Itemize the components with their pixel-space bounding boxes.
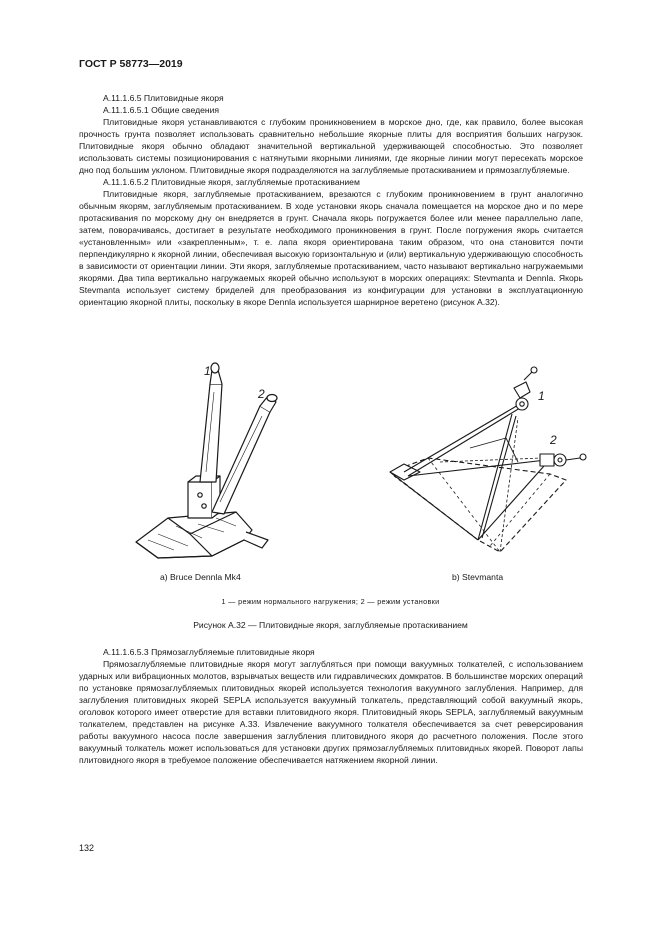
figure-title: Рисунок А.32 — Плитовидные якоря, заглубляемые протаскиванием [193, 620, 468, 630]
stevmanta-mark-1: 1 [538, 389, 545, 403]
paragraph-general: Плитовидные якоря устанавливаются с глубоким проникновением в морское дно, где, как правило, более высокая прочность грунта позволяет использовать сравнительно небольшие якорные плиты для восприятия больших нагрузок. Плитовидные якоря обычно обладают значительной вертикальной удерживающей способностью. Это позволяет использовать системы позиционирования с натянутыми якорными линиями, где якорные линии могут пересекать морское дно под большим уклоном. Плитовидные якоря подразделяются на заглубляемые протаскиванием и прямозаглубляемые. [79, 117, 583, 175]
figure-stevmanta-drawing [380, 362, 590, 567]
page-number: 132 [79, 843, 95, 853]
figure-dennla-drawing [128, 362, 288, 567]
document-header: ГОСТ Р 58773—2019 [79, 58, 183, 70]
caption-stevmanta: b) Stevmanta [452, 572, 504, 582]
caption-dennla: а) Bruce Dennla Mk4 [160, 572, 241, 582]
paragraph-drag-embedded: Плитовидные якоря, заглубляемые протаскиванием, врезаются с глубоким проникновением в грунт аналогично обычным якорям, заглубляемым протаскиванием. В ходе установки якорь сначала помещается на морское дно и по мере протаскивания по морскому дну он внедряется в грунт. Сначала якорь погружается более или менее параллельно лапе, затем, поворачиваясь, достигает в результате необходимого проникновения в грунт. После погружения якорь считается «установленным» или «закрепленным», т. е. лапа якоря ориентирована таким образом, что она становится почти перпендикулярно к якорной линии, обеспечивая высокую горизонтальную и (или) вертикальную удерживающую способность в зависимости от ориентации линии. Эти якоря, заглубляемые протаскиванием, часто называют вертикально нагружаемыми якорями. Два типа вертикально нагружаемых якорей обычно используют в морских операциях: Stevmanta и Dennla. Якорь Stevmanta использует систему бриделей для преобразования из конфигурации для установки в эксплуатационную ориентацию якорной плиты, поскольку в якоре Dennla используется шарнирное веретено (рисунок А.32). [79, 189, 583, 307]
heading-direct-embedded: А.11.1.6.5.3 Прямозаглубляемые плитовидные якоря [103, 647, 315, 657]
stevmanta-bridle-front [404, 404, 520, 472]
stevmanta-mark-2: 2 [550, 433, 557, 447]
dennla-shank-normal [200, 384, 222, 482]
section-direct-embedded [79, 646, 583, 766]
heading-general-info: А.11.1.6.5.1 Общие сведения [103, 105, 220, 115]
dennla-mark-2: 2 [258, 387, 265, 401]
section-general [79, 92, 583, 308]
dennla-fluke-plate [136, 512, 252, 558]
heading-plate-anchors: А.11.1.6.5 Плитовидные якоря [103, 93, 224, 103]
figure-legend: 1 — режим нормального нагружения; 2 — режим установки [221, 597, 440, 606]
dennla-mark-1: 1 [204, 364, 211, 378]
dennla-hinge-block [188, 482, 212, 518]
paragraph-direct-embedded: Прямозаглубляемые плитовидные якоря могут заглубляться при помощи вакуумных толкателей, с использованием ударных или вибрационных молотов, взрывчатых веществ или гидравлических домкратов. В большинстве морских операций по установке прямозаглубляемых плитовидных якорей используется технология вакуумного заглубления. Например, для заглубления плитовидных якорей SEPLA используется вакуумный толкатель, представляющий собой вакуумный якорь, оголовок которого имеет отверстие для вставки плитовидного якоря. Плитовидный якорь SEPLA, заглубляемый вакуумным толкателем, представлен на рисунке А.33. Извлечение вакуумного толкателя обеспечивается за счет реверсирования работы вакуумного насоса после завершения заглубления плитовидного якоря до расчетного положения. После этого вакуумный толкатель может использоваться для установки других прямозаглубляемых плитовидных якорей. Поворот лапы плитовидного якоря в требуемое положение обеспечивается натяжением якорной линии. [79, 659, 583, 765]
dennla-shank-installation [212, 406, 270, 514]
heading-drag-embedded: А.11.1.6.5.2 Плитовидные якоря, заглубляемые протаскиванием [103, 177, 360, 187]
